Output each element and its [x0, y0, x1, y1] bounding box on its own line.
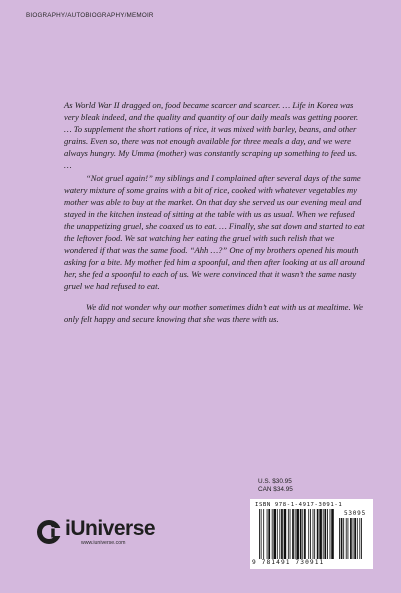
can-price: CAN $34.95 [258, 486, 293, 493]
excerpt-paragraph: “Not gruel again!” my siblings and I complained after several days of the same watery mixture of some grains with a bit of rice, cooked with whatever vegetables my mother was able to buy at the market. On that day she served us our evening meal and stayed in the kitchen instead of sitting at the table with us as usual. When we refused the unappetizing gruel, she coaxed us to eat. … Finally, she sat down and started to eat the leftover food. We sat watching her eating the gruel with such relish that we wondered if that was the same food. “Ahh …?” One of my brothers opened his mouth asking for a bite. My mother fed him a spoonful, and then after looking at us all around her, she fed a spoonful to each of us. We were convinced that it wasn’t the same nasty gruel we had refused to eat. [64, 172, 365, 292]
iuniverse-logo-icon [36, 519, 62, 545]
excerpt-paragraph: We did not wonder why our mother sometimes didn’t eat with us at mealtime. We only felt happy and secure knowing that she was there with us. [64, 301, 363, 324]
publisher-logo [36, 518, 155, 546]
isbn-label: ISBN 978-1-4917-3091-1 [255, 502, 343, 508]
publisher-url: www.iuniverse.com [81, 540, 126, 546]
barcode-panel [250, 499, 373, 569]
us-price: U.S. $30.95 [258, 478, 292, 485]
publisher-name: iUniverse [65, 517, 156, 540]
genre-label: BIOGRAPHY/AUTOBIOGRAPHY/MEMOIR [26, 12, 154, 19]
price-code: 53095 [343, 510, 366, 517]
price-block [258, 478, 293, 494]
excerpt-paragraph: As World War II dragged on, food became scarcer and scarcer. … Life in Korea was very bleak indeed, and the quality and quantity of our daily meals was getting poorer. … To supplement the short rations of rice, it was mixed with barley, beans, and other grains. Even so, there was not enough available for three meals a day, and we were always hungry. My Umma (mother) was constantly scraping up something to feed us. … [64, 100, 359, 171]
ean-digits: 9 781491 730911 [252, 559, 325, 566]
back-cover-excerpt [64, 99, 366, 325]
